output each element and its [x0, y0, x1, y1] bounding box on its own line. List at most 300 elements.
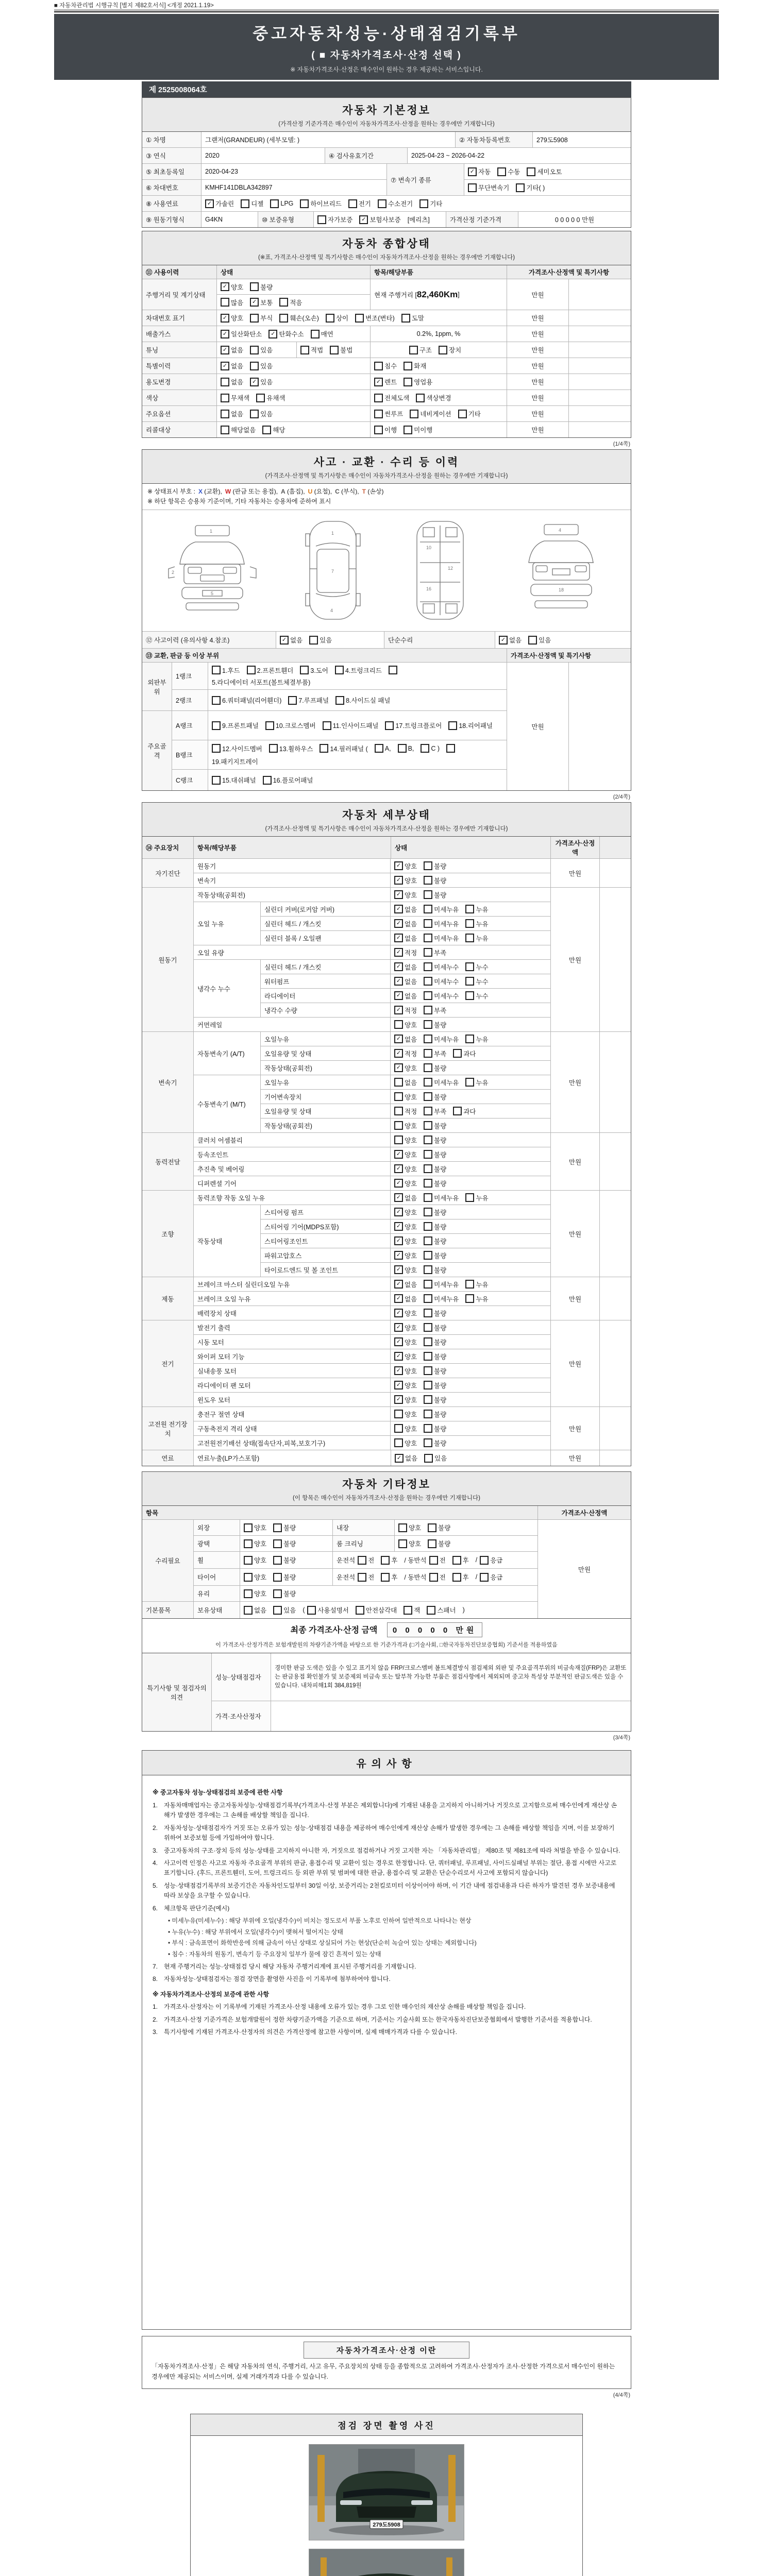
checkbox-label: 미세누유 — [434, 1295, 459, 1303]
checkbox — [424, 1381, 432, 1389]
cell: 디퍼렌셜 기어 — [194, 1176, 391, 1190]
table-row — [194, 1277, 550, 1292]
checkbox-label: 미세누유 — [434, 1079, 459, 1087]
checkbox — [453, 1049, 462, 1058]
cell: 가격조사·산정액 및 특기사항 — [507, 649, 631, 662]
page-subtitle: ( ■ 자동차가격조사·산정 선택 ) — [311, 50, 462, 61]
status-code: T — [362, 488, 366, 495]
table-row — [194, 1320, 550, 1335]
checkbox — [424, 1208, 432, 1216]
checkbox: ✓ — [394, 1035, 403, 1043]
checkbox-label: 네비게이션 — [420, 411, 451, 418]
table-row — [261, 1032, 550, 1046]
cell: 등속조인트 — [194, 1147, 391, 1161]
notice-item: 1. 가격조사·산정자는 이 기록부에 기재된 가격조사·산정 내용에 오류가 있는 경우 그로 인한 매수인의 재산상 손해를 배상할 책임을 집니다. — [153, 2003, 526, 2011]
cell: 자기진단 — [142, 859, 194, 887]
checkbox — [424, 977, 432, 986]
cell: 만원 — [551, 1407, 600, 1450]
cell — [142, 663, 507, 790]
checkbox — [429, 1573, 438, 1582]
checkbox-label: 없음 — [405, 935, 417, 942]
table-row — [142, 1506, 631, 1520]
checkbox-label: 3.도어 — [310, 667, 328, 674]
checkbox — [424, 1410, 432, 1418]
section-basic-title: 자동차 기본정보 — [342, 105, 431, 116]
table-row — [142, 1277, 631, 1320]
cell: KMHF141DBLA342897 — [205, 184, 273, 191]
checkbox-label: 10.크로스멤버 — [275, 722, 316, 730]
table-row — [261, 931, 550, 945]
cell: 만원 — [507, 342, 569, 358]
final-price-note: 이 가격조사·산정가격은 보험개발원의 차량기준가액을 바탕으로 한 기준가격과 (□기술사회, □한국자동차진단보증협회) 기준서를 적용하였음 — [215, 1642, 558, 1649]
table-row — [142, 342, 631, 358]
checkbox — [410, 410, 418, 418]
checkbox-label: 불량 — [434, 1093, 447, 1101]
cell: 2025-04-23 ~ 2026-04-22 — [411, 152, 485, 159]
checkbox — [212, 696, 221, 705]
checkbox-text: / — [475, 1556, 478, 1564]
checkbox-label: 양호 — [231, 283, 244, 291]
checkbox — [424, 1092, 432, 1101]
checkbox-label: 불량 — [434, 1338, 447, 1346]
cell — [201, 196, 631, 211]
status-code: C — [335, 488, 340, 495]
cell — [569, 422, 631, 437]
checkbox — [465, 905, 474, 913]
checkbox-label: 없음 — [405, 1079, 417, 1087]
checkbox: ✓ — [394, 991, 403, 1000]
checkbox-label: 있음 — [434, 1455, 447, 1463]
cell: 브레이크 오일 누유 — [194, 1292, 391, 1306]
cell — [391, 1191, 550, 1205]
checkbox-label: 누유 — [476, 1036, 489, 1043]
table-row — [142, 1032, 631, 1133]
cell — [371, 342, 507, 358]
checkbox — [221, 298, 229, 307]
cell — [391, 1306, 550, 1320]
checkbox-label: 없음 — [405, 1036, 417, 1043]
checkbox-label: 부족 — [434, 1108, 447, 1115]
cell: 외판부위 — [142, 663, 172, 710]
cell: 만원 — [551, 1032, 600, 1132]
checkbox-label: 불량 — [434, 877, 447, 885]
checkbox: ✓ — [394, 934, 403, 942]
cell — [172, 663, 507, 710]
checkbox — [428, 1539, 436, 1548]
cell: 만원 — [551, 1191, 600, 1277]
checkbox-label: 불량 — [434, 1353, 447, 1361]
checkbox — [212, 776, 221, 785]
cell — [261, 1205, 550, 1277]
cell — [261, 960, 550, 1017]
page-title-note: ※ 자동차가격조사·산정은 매수인이 원하는 경우 제공하는 서비스입니다. — [290, 66, 483, 73]
cell: 수리필요 — [142, 1520, 194, 1601]
title-band — [54, 14, 719, 80]
checkbox — [250, 314, 259, 323]
checkbox: ✓ — [394, 1294, 403, 1303]
checkbox — [244, 1606, 253, 1615]
cell: 워터펌프 — [261, 974, 391, 988]
cell — [391, 1075, 550, 1089]
cell: 실린더 블록 / 오일팬 — [261, 931, 391, 945]
table-row — [261, 1263, 550, 1277]
checkbox-text: 운전석 — [337, 1574, 356, 1582]
basic-info-table — [142, 131, 631, 228]
checkbox — [429, 1556, 438, 1565]
checkbox: ✓ — [221, 346, 229, 354]
cell: 연료누출(LP가스포함) — [194, 1450, 391, 1466]
cell — [240, 1536, 333, 1551]
cell: 오일누유 — [261, 1032, 391, 1046]
checkbox-label: 이행 — [384, 427, 397, 434]
checkbox-label: 누유 — [476, 1295, 489, 1303]
checkbox — [424, 1006, 432, 1014]
cell: 만원 — [507, 326, 569, 342]
checkbox-text: ( — [303, 1606, 305, 1614]
cell — [600, 1032, 631, 1132]
notices-box — [142, 1750, 631, 2330]
checkbox: ✓ — [394, 1164, 403, 1173]
cell: 배력장치 상태 — [194, 1306, 391, 1320]
cell: 만원 — [507, 358, 569, 374]
checkbox-label: 많음 — [231, 299, 244, 307]
cell: 작동상태(공회전) — [261, 1118, 391, 1132]
table-row — [194, 960, 550, 1018]
cell: 배출가스 — [142, 326, 217, 342]
inspection-photo-front — [309, 2444, 464, 2540]
cell — [172, 711, 507, 790]
table-row — [142, 164, 386, 180]
cell — [333, 1569, 537, 1585]
checkbox — [356, 1606, 364, 1615]
car-diagram-top — [294, 515, 372, 626]
table-row — [261, 1003, 550, 1017]
cell — [391, 917, 550, 930]
table-row — [194, 1364, 550, 1378]
checkbox — [374, 362, 383, 370]
cell — [569, 406, 631, 421]
checkbox-label: 있음 — [320, 637, 332, 645]
cell — [391, 974, 550, 988]
table-row — [142, 164, 631, 196]
table-row — [142, 148, 631, 164]
checkbox-label: 없음 — [405, 1281, 417, 1289]
cell — [600, 837, 631, 858]
cell — [371, 422, 507, 437]
checkbox — [241, 199, 249, 208]
cell — [600, 1191, 631, 1277]
checkbox-label: 불량 — [283, 1557, 296, 1565]
checkbox-label: 불량 — [434, 1021, 447, 1029]
table-row — [142, 1407, 631, 1450]
section-accident-title: 사고 · 교환 · 수리 등 이력 — [313, 456, 460, 468]
checkbox: ✓ — [394, 1381, 403, 1389]
checkbox: ✓ — [394, 876, 403, 885]
checkbox — [424, 919, 432, 928]
checkbox: ✓ — [394, 1280, 403, 1289]
cell — [240, 1569, 333, 1585]
cell: 만원 — [507, 406, 569, 421]
checkbox — [375, 744, 383, 753]
cell: 파워고압호스 — [261, 1248, 391, 1262]
table-row — [194, 1552, 537, 1569]
checkbox: ✓ — [394, 1208, 403, 1216]
checkbox-label: 없음 — [231, 363, 244, 370]
checkbox — [424, 861, 432, 870]
checkbox-label: 색상변경 — [426, 395, 451, 402]
checkbox-label: 양호 — [254, 1590, 267, 1598]
cell — [208, 711, 507, 740]
checkbox — [358, 1573, 366, 1582]
opinions-table — [142, 1653, 631, 1732]
cell: 보유상태 — [194, 1602, 240, 1618]
checkbox-label: 미세누유 — [434, 1194, 459, 1202]
checkbox — [424, 1424, 432, 1433]
checkbox-label: 없음 — [231, 379, 244, 386]
checkbox-label: 부식 — [260, 315, 273, 322]
final-price-digits: 0 0 0 0 0 만원 — [387, 1622, 483, 1637]
cell — [569, 279, 631, 310]
checkbox — [300, 666, 309, 674]
checkbox-label: 적정 — [405, 949, 417, 957]
checkbox-label: 부족 — [434, 949, 447, 957]
cell — [391, 1450, 551, 1466]
checkbox — [424, 1078, 432, 1087]
checkbox — [244, 1573, 253, 1582]
checkbox-label: 15.대쉬패널 — [222, 777, 256, 785]
checkbox-label: 하이브리드 — [310, 200, 342, 208]
checkbox-label: 미세누수 — [434, 963, 459, 971]
cell — [391, 1219, 550, 1233]
checkbox — [424, 1236, 432, 1245]
cell: 룸 크리닝 — [333, 1536, 395, 1551]
cell — [391, 1335, 550, 1349]
checkbox-label: 양호 — [405, 1425, 417, 1433]
checkbox-label: 일산화탄소 — [231, 331, 262, 338]
checkbox-label: 양호 — [254, 1574, 267, 1582]
table-row — [142, 632, 631, 649]
checkbox — [416, 394, 425, 402]
checkbox — [244, 1556, 253, 1565]
checkbox-label: 수소전기 — [388, 200, 413, 208]
checkbox-label: 썬루프 — [384, 411, 404, 418]
checkbox — [323, 721, 331, 730]
table-row — [142, 1191, 631, 1277]
checkbox-label: 불량 — [434, 1064, 447, 1072]
checkbox-label: 렌트 — [384, 379, 397, 386]
checkbox — [335, 696, 344, 705]
checkbox-label: 가솔린 — [215, 200, 234, 208]
cell — [391, 1364, 550, 1378]
svg-text:4: 4 — [559, 528, 562, 533]
table-row — [142, 1133, 631, 1191]
checkbox — [394, 1136, 403, 1144]
cell — [391, 873, 550, 887]
checkbox — [424, 1222, 432, 1231]
checkbox — [394, 1410, 403, 1418]
checkbox — [424, 1454, 433, 1463]
checkbox: ✓ — [359, 215, 368, 224]
accident-parts-table — [142, 632, 631, 790]
table-row — [194, 1349, 550, 1364]
checkbox-label: LPG — [280, 200, 294, 207]
table-row — [217, 295, 370, 310]
checkbox — [404, 1606, 412, 1615]
checkbox: ✓ — [394, 962, 403, 971]
table-row — [194, 1569, 537, 1586]
table-row — [142, 265, 631, 279]
checkbox — [421, 744, 429, 753]
checkbox-label: 불량 — [434, 891, 447, 899]
checkbox: ✓ — [221, 330, 229, 338]
table-row — [261, 1075, 550, 1090]
checkbox-label: 미세누유 — [434, 906, 459, 913]
cell — [391, 859, 550, 873]
checkbox — [424, 1309, 432, 1317]
checkbox — [465, 991, 474, 1000]
checkbox — [398, 1539, 407, 1548]
checkbox — [273, 1606, 282, 1615]
table-row — [464, 180, 631, 195]
checkbox-label: 불량 — [283, 1574, 296, 1582]
checkbox: ✓ — [394, 861, 403, 870]
table-row — [194, 1292, 550, 1306]
notice-subitem: • 누유(누수) : 해당 부위에서 오일(냉각수)이 맺혀서 떨어지는 상태 — [168, 1928, 343, 1936]
checkbox-label: 양호 — [254, 1557, 267, 1565]
svg-text:16: 16 — [426, 586, 431, 592]
checkbox — [424, 1395, 432, 1404]
notice-subitem: • 미세누유(미세누수) : 해당 부위에 오일(냉각수)이 비치는 정도로서 부품 노후로 인하여 일반적으로 나타나는 현상 — [168, 1917, 472, 1925]
checkbox-label: 과다 — [463, 1108, 476, 1115]
table-row — [261, 917, 550, 931]
checkbox — [394, 1121, 403, 1130]
checkbox: ✓ — [394, 1309, 403, 1317]
checkbox-label: 불량 — [260, 283, 273, 291]
checkbox — [458, 410, 467, 418]
checkbox — [273, 1573, 282, 1582]
cell — [391, 1090, 550, 1104]
checkbox-label: 수동 — [508, 168, 520, 176]
checkbox: ✓ — [394, 977, 403, 986]
checkbox-label: 적법 — [311, 347, 324, 354]
checkbox — [374, 410, 383, 418]
checkbox: ✓ — [394, 890, 403, 899]
checkbox-label: 불량 — [434, 1411, 447, 1418]
cell: 만원 — [551, 1277, 600, 1320]
checkbox — [424, 1352, 432, 1361]
cell: 연료 — [142, 1450, 194, 1466]
cell — [391, 1378, 550, 1392]
checkbox — [424, 948, 432, 957]
cell: 오일유량 및 상태 — [261, 1104, 391, 1118]
checkbox — [446, 744, 455, 753]
notices-title: 유의사항 — [142, 1751, 631, 1775]
checkbox-label: 있음 — [260, 347, 273, 354]
cell: 1랭크 — [172, 663, 208, 689]
checkbox-label: 전 — [439, 1574, 446, 1582]
cell: B랭크 — [172, 740, 208, 769]
cell — [600, 1407, 631, 1450]
accident-notes — [142, 484, 631, 510]
checkbox-label: 불량 — [434, 1252, 447, 1260]
checkbox-label: 6.쿼터패널(리어휀더) — [222, 697, 282, 705]
price-survey-explain-text: 「자동차가격조사·산정」은 해당 자동차의 연식, 주행거리, 사고 유무, 주요장치의 상태 등을 종합적으로 고려하여 가격조사·산정자가 조사·산정한 가격으로서 매수인이 원하는 경우에만 제공되는 서비스이며, 실제 거래가격과 다를 수 있습니다. — [152, 2363, 615, 2380]
table-row — [194, 1378, 550, 1393]
cell: 원동기 — [194, 859, 391, 873]
checkbox-label: 양호 — [405, 1338, 417, 1346]
checkbox-label: 불량 — [438, 1540, 451, 1548]
cell: ③ 연식 — [142, 148, 201, 163]
table-row — [194, 1335, 550, 1349]
cell — [395, 1520, 537, 1535]
checkbox-label: 불량 — [434, 1165, 447, 1173]
checkbox-label: 사용설명서 — [317, 1607, 349, 1615]
cell: 색상 — [142, 390, 217, 405]
checkbox — [273, 1539, 282, 1548]
cell — [391, 1133, 550, 1147]
checkbox — [374, 426, 383, 434]
checkbox — [465, 1193, 474, 1202]
notice-item: 6. 체크항목 판단기준(예시) — [153, 1904, 230, 1912]
cell — [391, 1147, 550, 1161]
checkbox-label: 불량 — [283, 1540, 296, 1548]
section-overall-header — [142, 231, 631, 265]
checkbox — [307, 1606, 316, 1615]
checkbox-label: 훼손(오손) — [290, 315, 319, 322]
cell — [194, 1191, 551, 1277]
checkbox-label: 후 — [462, 1574, 469, 1582]
cell — [391, 1263, 550, 1277]
cell: 작동상태 — [194, 1205, 261, 1277]
cell: 주요골격 — [142, 711, 172, 790]
cell — [391, 1003, 550, 1017]
checkbox — [394, 1438, 403, 1447]
checkbox — [330, 346, 339, 354]
table-row — [212, 1653, 631, 1701]
checkbox: ✓ — [280, 636, 289, 645]
checkbox — [335, 666, 344, 674]
table-row — [194, 888, 550, 902]
cell — [276, 632, 384, 648]
svg-text:10: 10 — [426, 545, 431, 551]
table-row — [142, 279, 631, 310]
checkbox — [448, 721, 457, 730]
cell: 고전원 전기장치 — [142, 1407, 194, 1450]
cell — [261, 902, 550, 945]
table-row — [142, 180, 386, 195]
cell: ⑬ 교환, 판금 등 이상 부위 — [142, 649, 507, 662]
table-row — [261, 1104, 550, 1118]
cell — [194, 1277, 551, 1320]
cell — [391, 1393, 550, 1406]
checkbox-label: 없음 — [405, 906, 417, 913]
checkbox — [279, 314, 288, 323]
table-row — [142, 310, 631, 326]
checkbox-label: 미이행 — [414, 427, 433, 434]
checkbox: ✓ — [394, 1193, 403, 1202]
checkbox-label: 기타 — [430, 200, 443, 208]
checkbox — [424, 1294, 432, 1303]
checkbox-label: 적정 — [405, 1108, 417, 1115]
checkbox-label: 양호 — [405, 1122, 417, 1130]
accident-section-box — [142, 483, 631, 791]
section-overall-sub: (※표, 가격조사·산정액 및 특기사항은 매수인이 자동차가격조사·산정을 원하는 경우에만 기재합니다) — [258, 255, 515, 261]
checkbox — [244, 1523, 253, 1532]
svg-text:5: 5 — [210, 591, 213, 597]
table-row — [142, 711, 507, 790]
cell — [391, 1046, 550, 1060]
checkbox-label: 누유 — [476, 1079, 489, 1087]
